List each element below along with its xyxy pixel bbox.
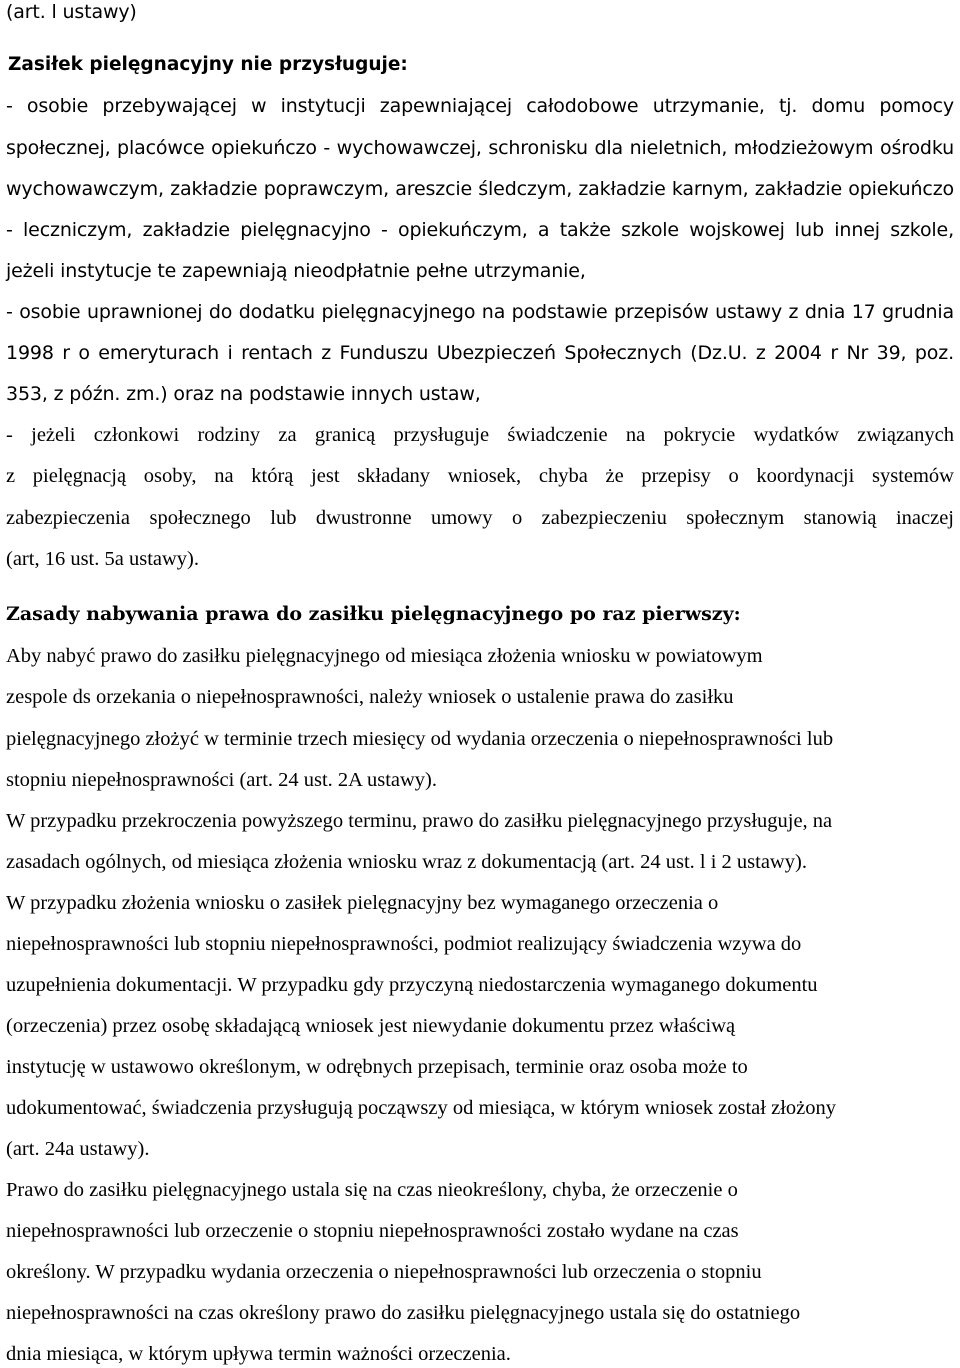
- section-heading-not-eligible: Zasiłek pielęgnacyjny nie przysługuje:: [8, 54, 408, 75]
- paragraph-line: jeżeli instytucje te zapewniają nieodpłatnie pełne utrzymanie,: [6, 260, 586, 282]
- paragraph-line: niepełnosprawności lub orzeczenie o stopniu niepełnosprawności zostało wydane na czas: [6, 1220, 739, 1242]
- paragraph-line: - jeżeli członkowi rodziny za granicą przysługuje świadczenie na pokrycie wydatków związanych: [6, 424, 954, 446]
- section-heading-first-time-rules: Zasady nabywania prawa do zasiłku pielęgnacyjnego po raz pierwszy:: [6, 603, 741, 625]
- paragraph-line: zabezpieczenia społecznego lub dwustronne umowy o zabezpieczeniu społecznym stanowią inaczej: [6, 507, 954, 529]
- paragraph-line: wychowawczym, zakładzie poprawczym, areszcie śledczym, zakładzie karnym, zakładzie opiekuńczo: [6, 178, 954, 200]
- paragraph-line: zespole ds orzekania o niepełnosprawności, należy wniosek o ustalenie prawa do zasiłku: [6, 686, 734, 708]
- paragraph-line: społecznej, placówce opiekuńczo - wychowawczej, schronisku dla nieletnich, młodzieżowym ośrodku: [6, 137, 954, 159]
- paragraph-line: określony. W przypadku wydania orzeczenia o niepełnosprawności lub orzeczenia o stopniu: [6, 1261, 762, 1283]
- paragraph-line: niepełnosprawności lub stopniu niepełnosprawności, podmiot realizujący świadczenia wzywa do: [6, 933, 802, 955]
- paragraph-line: - osobie przebywającej w instytucji zapewniającej całodobowe utrzymanie, tj. domu pomocy: [6, 95, 954, 117]
- paragraph-line: - leczniczym, zakładzie pielęgnacyjno - opiekuńczym, a także szkole wojskowej lub innej szkole,: [6, 219, 954, 241]
- paragraph-line: 353, z późn. zm.) oraz na podstawie innych ustaw,: [6, 383, 481, 405]
- paragraph-line: W przypadku przekroczenia powyższego terminu, prawo do zasiłku pielęgnacyjnego przysługuje, na: [6, 810, 833, 832]
- paragraph-line: 1998 r o emeryturach i rentach z Funduszu Ubezpieczeń Społecznych (Dz.U. z 2004 r Nr 39, poz.: [6, 342, 954, 364]
- paragraph-line: Aby nabyć prawo do zasiłku pielęgnacyjnego od miesiąca złożenia wniosku w powiatowym: [6, 645, 763, 667]
- paragraph-line: stopniu niepełnosprawności (art. 24 ust. 2A ustawy).: [6, 769, 438, 791]
- paragraph-line: udokumentować, świadczenia przysługują począwszy od miesiąca, w którym wniosek został złożony: [6, 1097, 836, 1119]
- paragraph-line: instytucję w ustawowo określonym, w odrębnych przepisach, terminie oraz osoba może to: [6, 1056, 748, 1078]
- paragraph-line: pielęgnacyjnego złożyć w terminie trzech miesięcy od wydania orzeczenia o niepełnosprawności lub: [6, 728, 834, 750]
- paragraph-line: uzupełnienia dokumentacji. W przypadku gdy przyczyną niedostarczenia wymaganego dokumentu: [6, 974, 818, 996]
- paragraph-line: dnia miesiąca, w którym upływa termin ważności orzeczenia.: [6, 1343, 511, 1365]
- paragraph-line: niepełnosprawności na czas określony prawo do zasiłku pielęgnacyjnego ustala się do ostatniego: [6, 1302, 801, 1324]
- paragraph-line: W przypadku złożenia wniosku o zasiłek pielęgnacyjny bez wymaganego orzeczenia o: [6, 892, 719, 914]
- paragraph-line: (orzeczenia) przez osobę składającą wniosek jest niewydanie dokumentu przez właściwą: [6, 1015, 736, 1037]
- paragraph-line: (art, 16 ust. 5a ustawy).: [6, 548, 199, 570]
- article-reference: (art. l ustawy): [6, 1, 137, 23]
- paragraph-line: z pielęgnacją osoby, na którą jest składany wniosek, chyba że przepisy o koordynacji systemów: [6, 465, 954, 487]
- paragraph-line: - osobie uprawnionej do dodatku pielęgnacyjnego na podstawie przepisów ustawy z dnia 17 grudnia: [6, 301, 954, 323]
- paragraph-line: zasadach ogólnych, od miesiąca złożenia wniosku wraz z dokumentacją (art. 24 ust. l i 2 ustawy).: [6, 851, 807, 873]
- paragraph-line: Prawo do zasiłku pielęgnacyjnego ustala się na czas nieokreślony, chyba, że orzeczenie o: [6, 1179, 738, 1201]
- paragraph-line: (art. 24a ustawy).: [6, 1138, 150, 1160]
